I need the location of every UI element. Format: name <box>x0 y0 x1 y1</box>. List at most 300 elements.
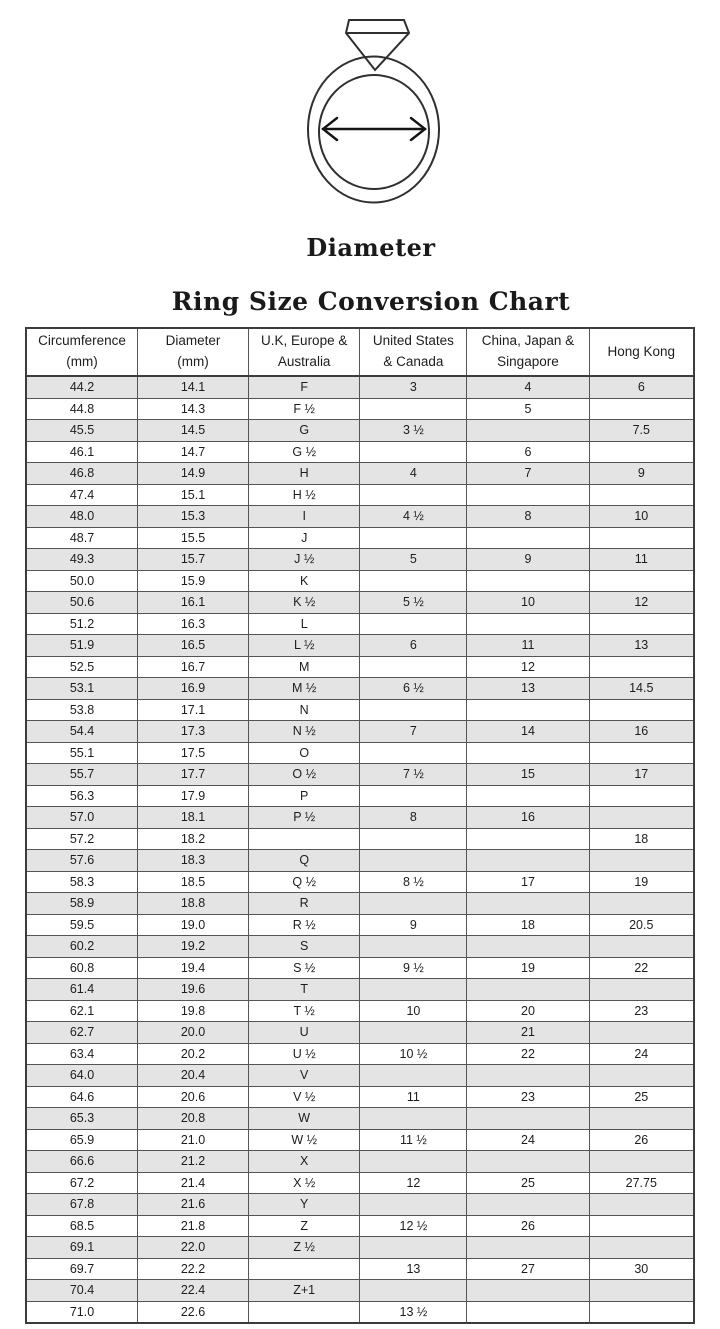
table-row <box>26 441 694 463</box>
ring-figure <box>301 16 441 213</box>
cell: 19.6 <box>138 979 249 1001</box>
cell: 9 <box>467 549 589 571</box>
diamond-ring-diameter-icon <box>301 16 441 208</box>
cell: 21.2 <box>138 1151 249 1173</box>
table-row <box>26 635 694 657</box>
cell: R <box>248 893 360 915</box>
cell: 17 <box>589 764 694 786</box>
cell <box>248 1258 360 1280</box>
cell: U <box>248 1022 360 1044</box>
cell <box>360 850 467 872</box>
cell <box>467 420 589 442</box>
cell <box>360 785 467 807</box>
cell: F ½ <box>248 398 360 420</box>
cell: 63.4 <box>26 1043 138 1065</box>
cell: 22.0 <box>138 1237 249 1259</box>
cell: 6 <box>589 376 694 398</box>
cell: Q ½ <box>248 871 360 893</box>
cell <box>589 613 694 635</box>
cell: 21.6 <box>138 1194 249 1216</box>
cell <box>467 828 589 850</box>
cell <box>360 1280 467 1302</box>
cell <box>589 441 694 463</box>
cell <box>248 828 360 850</box>
cell: W ½ <box>248 1129 360 1151</box>
cell <box>360 1194 467 1216</box>
cell: 19 <box>589 871 694 893</box>
cell <box>467 1237 589 1259</box>
cell: Q <box>248 850 360 872</box>
cell: 14.7 <box>138 441 249 463</box>
table-row <box>26 871 694 893</box>
cell: Z ½ <box>248 1237 360 1259</box>
cell <box>248 1301 360 1323</box>
cell: 10 <box>360 1000 467 1022</box>
cell: 49.3 <box>26 549 138 571</box>
cell: 6 <box>467 441 589 463</box>
cell: 18.3 <box>138 850 249 872</box>
cell: 47.4 <box>26 484 138 506</box>
cell: 20.8 <box>138 1108 249 1130</box>
cell <box>589 1215 694 1237</box>
cell: 69.7 <box>26 1258 138 1280</box>
cell: 45.5 <box>26 420 138 442</box>
column-header: U.K, Europe & Australia <box>248 328 360 376</box>
table-row <box>26 1065 694 1087</box>
cell: 4 <box>360 463 467 485</box>
cell: 19.8 <box>138 1000 249 1022</box>
cell: 10 ½ <box>360 1043 467 1065</box>
cell: 58.9 <box>26 893 138 915</box>
cell: 4 ½ <box>360 506 467 528</box>
cell <box>589 1108 694 1130</box>
cell: 3 ½ <box>360 420 467 442</box>
cell <box>589 398 694 420</box>
table-row <box>26 1194 694 1216</box>
cell: 9 <box>360 914 467 936</box>
table-row <box>26 807 694 829</box>
cell <box>360 893 467 915</box>
cell <box>589 807 694 829</box>
cell: 59.5 <box>26 914 138 936</box>
cell: 5 <box>360 549 467 571</box>
table-row <box>26 613 694 635</box>
cell <box>360 570 467 592</box>
cell: J <box>248 527 360 549</box>
cell: 11 ½ <box>360 1129 467 1151</box>
cell: 26 <box>467 1215 589 1237</box>
cell: 17.7 <box>138 764 249 786</box>
cell: 13 ½ <box>360 1301 467 1323</box>
cell: 24 <box>467 1129 589 1151</box>
cell <box>360 398 467 420</box>
cell <box>589 979 694 1001</box>
cell: 18.8 <box>138 893 249 915</box>
table-row <box>26 721 694 743</box>
cell: 13 <box>589 635 694 657</box>
cell: 4 <box>467 376 589 398</box>
table-row <box>26 893 694 915</box>
cell: 9 <box>589 463 694 485</box>
cell <box>467 613 589 635</box>
figure-caption: Diameter <box>306 233 436 262</box>
cell: 65.9 <box>26 1129 138 1151</box>
cell: K ½ <box>248 592 360 614</box>
cell: 3 <box>360 376 467 398</box>
column-header: China, Japan & Singapore <box>467 328 589 376</box>
table-row <box>26 1151 694 1173</box>
cell <box>589 785 694 807</box>
cell: 48.7 <box>26 527 138 549</box>
cell: 61.4 <box>26 979 138 1001</box>
table-row <box>26 484 694 506</box>
cell <box>467 850 589 872</box>
cell: 60.8 <box>26 957 138 979</box>
table-row <box>26 828 694 850</box>
cell: 22.4 <box>138 1280 249 1302</box>
cell: 51.9 <box>26 635 138 657</box>
cell: 22.6 <box>138 1301 249 1323</box>
cell: 20 <box>467 1000 589 1022</box>
cell <box>360 979 467 1001</box>
table-row <box>26 742 694 764</box>
cell <box>467 936 589 958</box>
cell: 5 <box>467 398 589 420</box>
cell: 19 <box>467 957 589 979</box>
table-row <box>26 376 694 398</box>
cell: 5 ½ <box>360 592 467 614</box>
cell: 27 <box>467 1258 589 1280</box>
cell: L <box>248 613 360 635</box>
cell <box>360 1108 467 1130</box>
cell: 16.5 <box>138 635 249 657</box>
cell: 17.9 <box>138 785 249 807</box>
cell: 44.8 <box>26 398 138 420</box>
cell: 15.9 <box>138 570 249 592</box>
cell: 62.7 <box>26 1022 138 1044</box>
cell: Z+1 <box>248 1280 360 1302</box>
cell <box>589 570 694 592</box>
cell: N <box>248 699 360 721</box>
cell <box>360 484 467 506</box>
cell <box>467 742 589 764</box>
cell <box>589 1022 694 1044</box>
cell: 56.3 <box>26 785 138 807</box>
cell: T <box>248 979 360 1001</box>
cell: 20.5 <box>589 914 694 936</box>
column-header: Circumference (mm) <box>26 328 138 376</box>
cell <box>360 828 467 850</box>
cell: L ½ <box>248 635 360 657</box>
table-row <box>26 420 694 442</box>
cell: 24 <box>589 1043 694 1065</box>
cell: 16.7 <box>138 656 249 678</box>
page-title: Ring Size Conversion Chart <box>171 287 571 316</box>
table-row <box>26 785 694 807</box>
cell: 6 <box>360 635 467 657</box>
cell: 64.0 <box>26 1065 138 1087</box>
cell <box>360 656 467 678</box>
cell: 12 <box>467 656 589 678</box>
cell: 8 ½ <box>360 871 467 893</box>
cell: M ½ <box>248 678 360 700</box>
cell: 44.2 <box>26 376 138 398</box>
cell: 11 <box>360 1086 467 1108</box>
table-row <box>26 1237 694 1259</box>
cell <box>589 699 694 721</box>
cell <box>589 1194 694 1216</box>
cell: 50.0 <box>26 570 138 592</box>
cell: 18.1 <box>138 807 249 829</box>
cell: 7 <box>360 721 467 743</box>
table-row <box>26 1022 694 1044</box>
table-row <box>26 699 694 721</box>
table-row <box>26 549 694 571</box>
cell: 19.2 <box>138 936 249 958</box>
table-body <box>26 376 694 1323</box>
cell: X ½ <box>248 1172 360 1194</box>
cell: 17.5 <box>138 742 249 764</box>
cell: 16.1 <box>138 592 249 614</box>
cell: 53.8 <box>26 699 138 721</box>
cell: 22.2 <box>138 1258 249 1280</box>
cell: 14 <box>467 721 589 743</box>
cell <box>360 1022 467 1044</box>
cell: 22 <box>467 1043 589 1065</box>
cell: 50.6 <box>26 592 138 614</box>
cell: F <box>248 376 360 398</box>
cell <box>589 1065 694 1087</box>
cell: 12 <box>360 1172 467 1194</box>
table-row <box>26 1043 694 1065</box>
cell: 6 ½ <box>360 678 467 700</box>
cell: 52.5 <box>26 656 138 678</box>
cell: 54.4 <box>26 721 138 743</box>
cell: 57.2 <box>26 828 138 850</box>
cell <box>467 527 589 549</box>
cell: 10 <box>589 506 694 528</box>
cell: 57.6 <box>26 850 138 872</box>
cell: 18 <box>589 828 694 850</box>
cell: 16.3 <box>138 613 249 635</box>
cell: 20.6 <box>138 1086 249 1108</box>
cell <box>589 527 694 549</box>
table-row <box>26 398 694 420</box>
cell: 66.6 <box>26 1151 138 1173</box>
cell <box>589 1237 694 1259</box>
cell: 18 <box>467 914 589 936</box>
cell: 67.2 <box>26 1172 138 1194</box>
cell <box>589 936 694 958</box>
cell: M <box>248 656 360 678</box>
cell: 23 <box>467 1086 589 1108</box>
cell: 60.2 <box>26 936 138 958</box>
cell: 55.1 <box>26 742 138 764</box>
cell: O <box>248 742 360 764</box>
cell: 55.7 <box>26 764 138 786</box>
cell: 53.1 <box>26 678 138 700</box>
cell: 15.1 <box>138 484 249 506</box>
cell <box>589 484 694 506</box>
cell <box>589 742 694 764</box>
cell: S ½ <box>248 957 360 979</box>
cell <box>360 742 467 764</box>
cell: 17.1 <box>138 699 249 721</box>
column-header: Diameter (mm) <box>138 328 249 376</box>
cell: J ½ <box>248 549 360 571</box>
cell <box>467 979 589 1001</box>
table-row <box>26 506 694 528</box>
table-row <box>26 678 694 700</box>
cell: K <box>248 570 360 592</box>
cell: 12 <box>589 592 694 614</box>
column-header: United States & Canada <box>360 328 467 376</box>
cell: 14.5 <box>138 420 249 442</box>
table-row <box>26 463 694 485</box>
cell: 7 <box>467 463 589 485</box>
cell <box>589 656 694 678</box>
cell: 20.4 <box>138 1065 249 1087</box>
cell <box>589 1280 694 1302</box>
conversion-table <box>25 327 695 1324</box>
table-row <box>26 1000 694 1022</box>
cell: 64.6 <box>26 1086 138 1108</box>
table-row <box>26 1086 694 1108</box>
header-row <box>26 328 694 376</box>
table-row <box>26 979 694 1001</box>
cell: R ½ <box>248 914 360 936</box>
cell: 16.9 <box>138 678 249 700</box>
table-row <box>26 570 694 592</box>
cell: U ½ <box>248 1043 360 1065</box>
cell: 26 <box>589 1129 694 1151</box>
cell: 14.1 <box>138 376 249 398</box>
table-row <box>26 764 694 786</box>
cell: P <box>248 785 360 807</box>
cell: 71.0 <box>26 1301 138 1323</box>
cell: 46.8 <box>26 463 138 485</box>
cell: 13 <box>360 1258 467 1280</box>
cell: 8 <box>467 506 589 528</box>
cell: 17 <box>467 871 589 893</box>
cell <box>467 484 589 506</box>
cell: 46.1 <box>26 441 138 463</box>
cell <box>589 1301 694 1323</box>
table-row <box>26 1129 694 1151</box>
cell: N ½ <box>248 721 360 743</box>
cell <box>467 1151 589 1173</box>
cell: P ½ <box>248 807 360 829</box>
cell: 70.4 <box>26 1280 138 1302</box>
cell <box>360 613 467 635</box>
cell <box>467 1194 589 1216</box>
cell: 21.8 <box>138 1215 249 1237</box>
cell: 11 <box>589 549 694 571</box>
table-row <box>26 914 694 936</box>
cell: 25 <box>467 1172 589 1194</box>
table-row <box>26 1280 694 1302</box>
cell: 62.1 <box>26 1000 138 1022</box>
table-row <box>26 1172 694 1194</box>
cell <box>360 936 467 958</box>
cell: 23 <box>589 1000 694 1022</box>
cell: 19.0 <box>138 914 249 936</box>
cell: 67.8 <box>26 1194 138 1216</box>
cell: O ½ <box>248 764 360 786</box>
cell: S <box>248 936 360 958</box>
cell: 30 <box>589 1258 694 1280</box>
cell: 18.2 <box>138 828 249 850</box>
cell: 27.75 <box>589 1172 694 1194</box>
cell: 15 <box>467 764 589 786</box>
table-row <box>26 1258 694 1280</box>
cell: 15.7 <box>138 549 249 571</box>
table-row <box>26 957 694 979</box>
table-row <box>26 1215 694 1237</box>
table-row <box>26 936 694 958</box>
cell <box>467 570 589 592</box>
cell: 7.5 <box>589 420 694 442</box>
cell <box>467 1108 589 1130</box>
cell: 17.3 <box>138 721 249 743</box>
table-row <box>26 850 694 872</box>
cell <box>360 1237 467 1259</box>
cell: 20.2 <box>138 1043 249 1065</box>
column-header: Hong Kong <box>589 328 694 376</box>
cell <box>467 1065 589 1087</box>
cell <box>467 1280 589 1302</box>
cell: 51.2 <box>26 613 138 635</box>
cell <box>360 1065 467 1087</box>
table-row <box>26 1108 694 1130</box>
cell: 21.4 <box>138 1172 249 1194</box>
cell <box>467 699 589 721</box>
cell: Z <box>248 1215 360 1237</box>
cell: H <box>248 463 360 485</box>
cell: 15.3 <box>138 506 249 528</box>
cell: 18.5 <box>138 871 249 893</box>
cell: 57.0 <box>26 807 138 829</box>
table-header <box>26 328 694 376</box>
cell: 65.3 <box>26 1108 138 1130</box>
cell: Y <box>248 1194 360 1216</box>
cell: 14.5 <box>589 678 694 700</box>
table-row <box>26 656 694 678</box>
cell: W <box>248 1108 360 1130</box>
table-row <box>26 1301 694 1323</box>
cell: 20.0 <box>138 1022 249 1044</box>
cell: G <box>248 420 360 442</box>
cell <box>589 1151 694 1173</box>
cell <box>467 1301 589 1323</box>
cell <box>589 850 694 872</box>
table-row <box>26 592 694 614</box>
cell: 9 ½ <box>360 957 467 979</box>
cell: 14.9 <box>138 463 249 485</box>
cell <box>360 699 467 721</box>
cell: 14.3 <box>138 398 249 420</box>
cell: 25 <box>589 1086 694 1108</box>
cell: 48.0 <box>26 506 138 528</box>
cell: 19.4 <box>138 957 249 979</box>
cell: 8 <box>360 807 467 829</box>
cell <box>360 527 467 549</box>
cell: 7 ½ <box>360 764 467 786</box>
cell <box>467 893 589 915</box>
cell: 11 <box>467 635 589 657</box>
cell: 21.0 <box>138 1129 249 1151</box>
cell: V <box>248 1065 360 1087</box>
